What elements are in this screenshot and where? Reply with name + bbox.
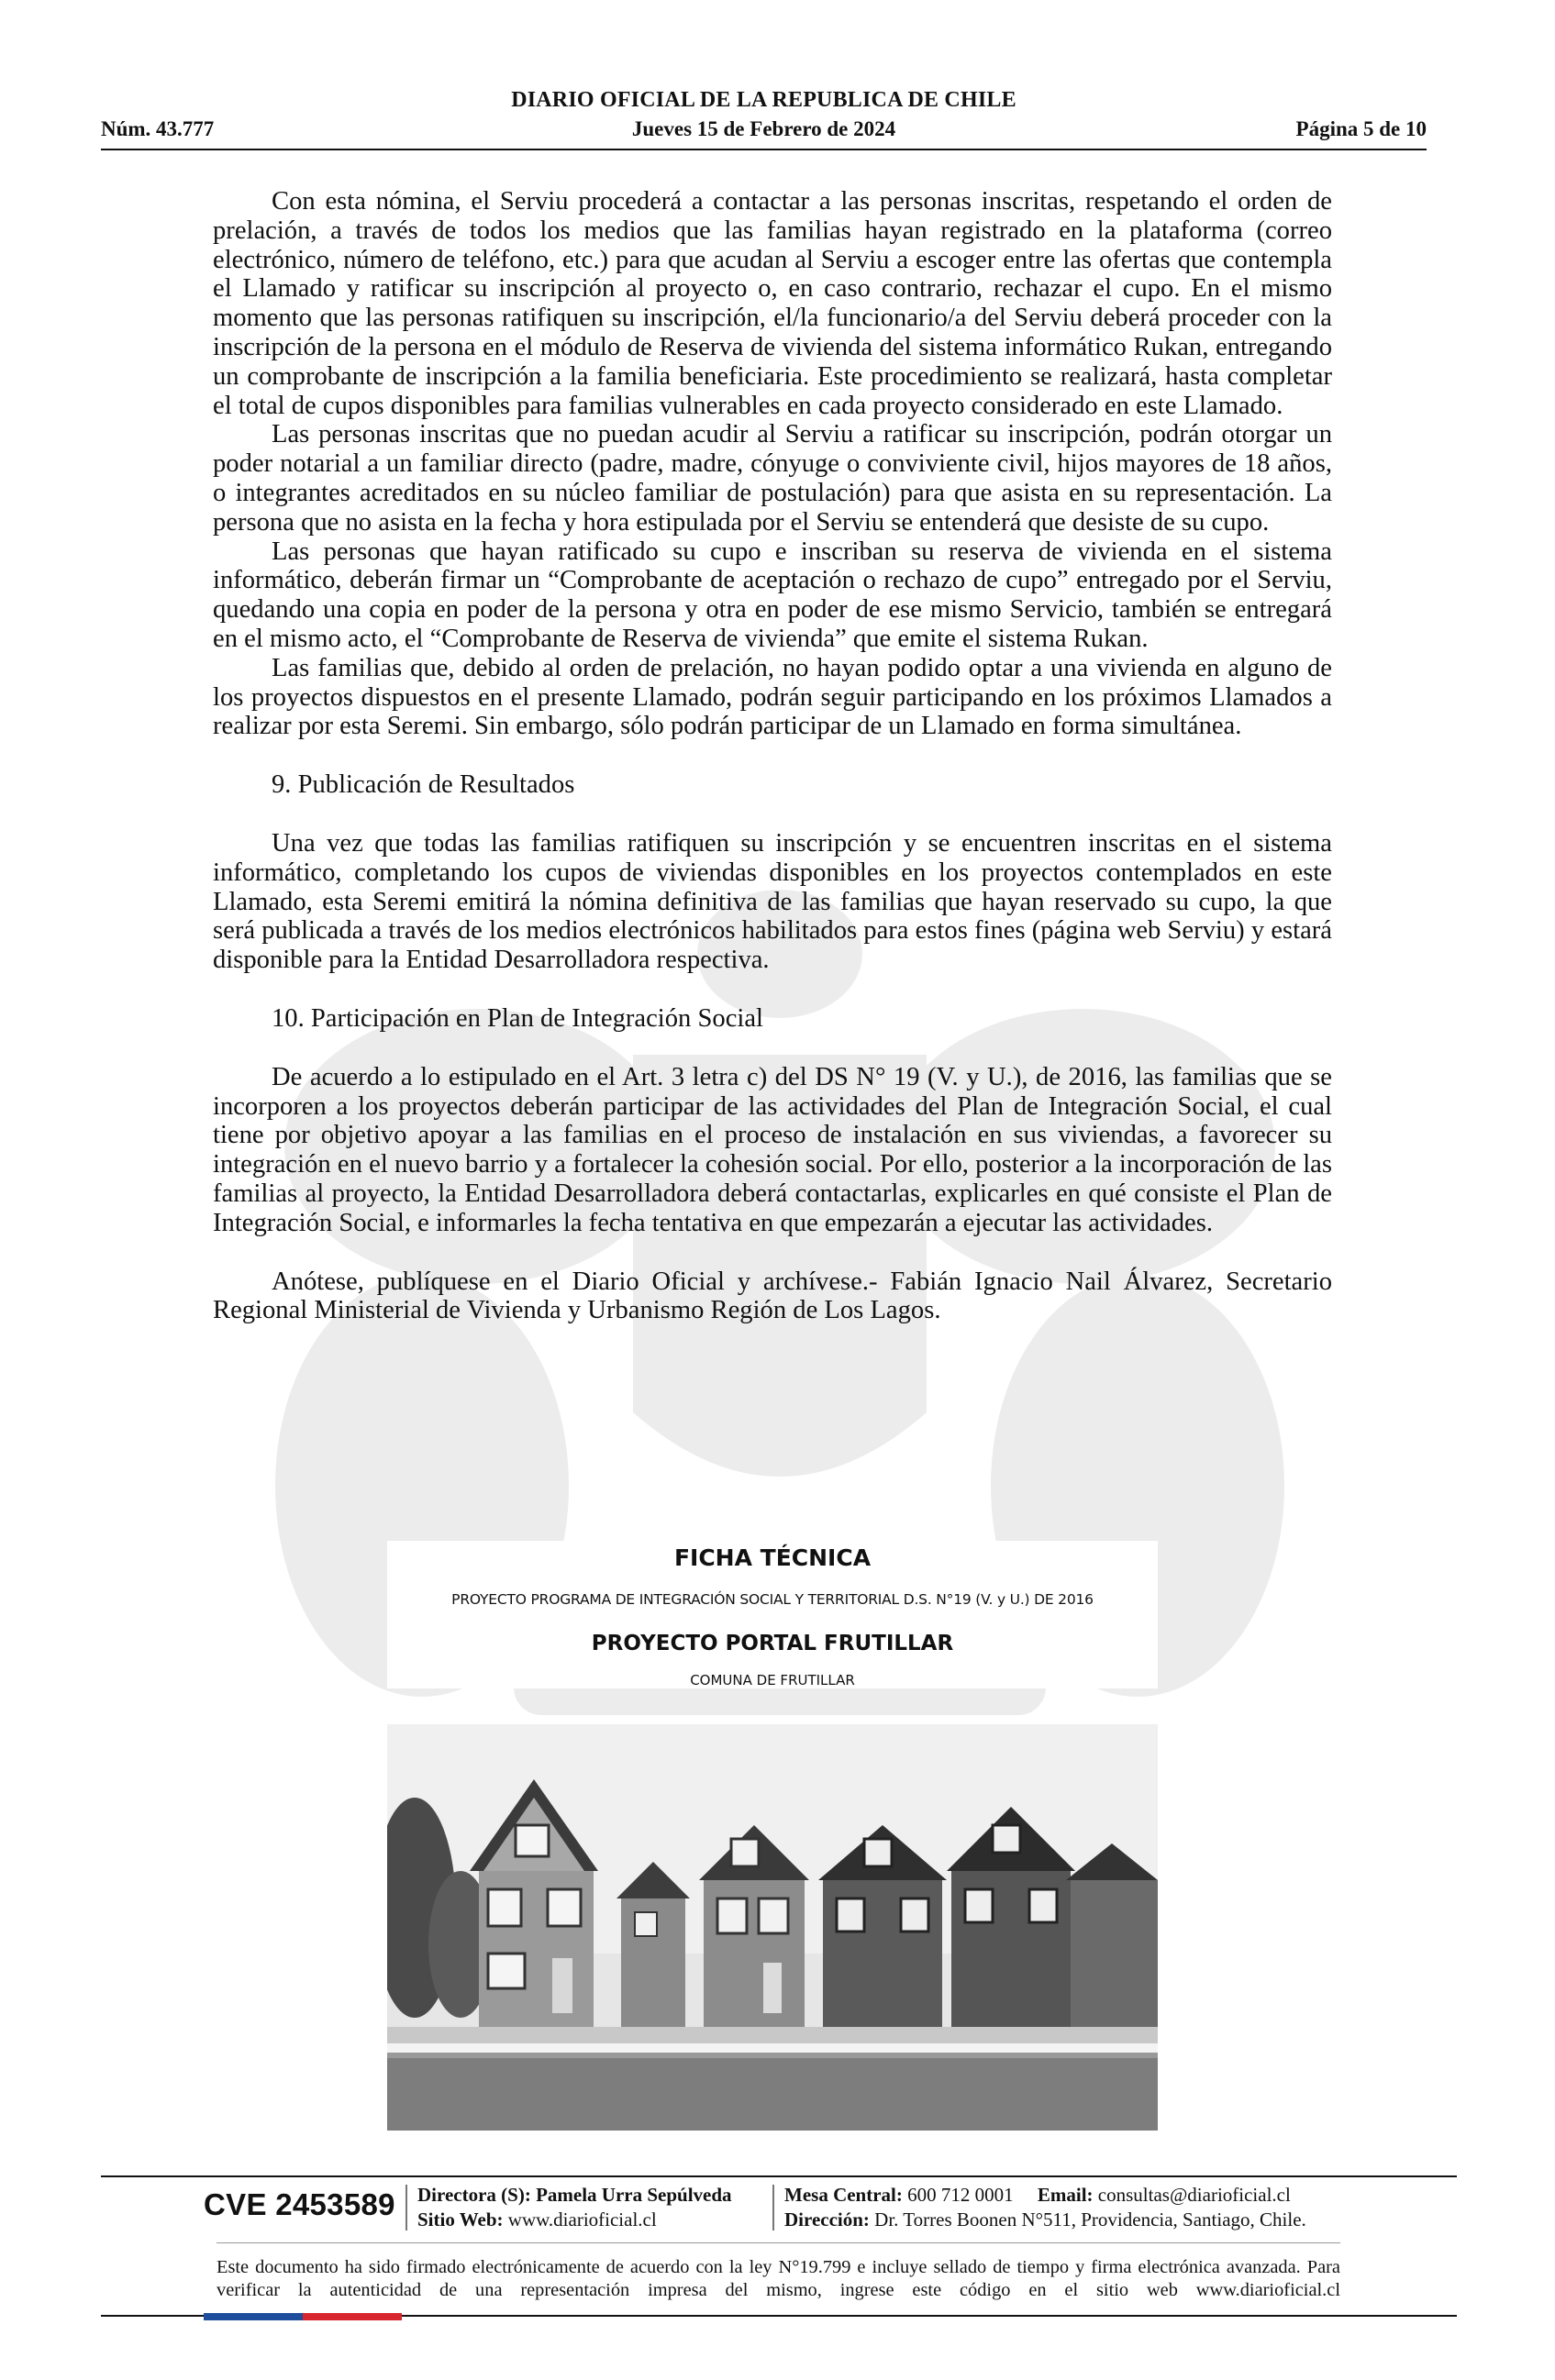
- header-rule: [101, 149, 1427, 150]
- cve-code: CVE 2453589: [204, 2187, 395, 2221]
- paragraph-results: Una vez que todas las familias ratifiquen su inscripción y se encuentren inscritas en el sistema informático, completando los cupos de viviendas disponibles en los proyectos contemplados en este Llamado, esta Seremi emitirá la nómina definitiva de las familias que hayan reservado su cupo, la que será publicada a través de los medios electrónicos habilitados para estos fines (página web Serviu) y estará disponible para la Entidad Desarrolladora respectiva.: [213, 828, 1332, 975]
- chile-flag-stripe: [204, 2313, 402, 2320]
- footer-contact-left: [417, 2183, 732, 2232]
- website-value: www.diarioficial.cl: [507, 2208, 657, 2231]
- footer-rule-top: [101, 2175, 1457, 2177]
- website-label: Sitio Web:: [417, 2208, 504, 2231]
- page-indicator: Página 5 de 10: [1295, 117, 1427, 140]
- paragraph-notarial-power: Las personas inscritas que no puedan acudir al Serviu a ratificar su inscripción, podrán otorgar un poder notarial a un familiar directo (padre, madre, cónyuge o conviviente civil, hijos mayores de 18 años, o integrantes acreditados en su núcleo familiar de postulación) para que asista en su representación. La persona que no asista en la fecha y hora estipulada por el Serviu se entenderá que desiste de su cupo.: [213, 420, 1332, 537]
- paragraph-contact: Con esta nómina, el Serviu procederá a contactar a las personas inscritas, respetando el orden de prelación, a través de todos los medios que las familias hayan registrado en la plataforma (correo electrónico, número de teléfono, etc.) para que acudan al Serviu a escoger entre las ofertas que contempla el Llamado y ratificar su inscripción al proyecto o, en caso contrario, rechazar el cupo. En el mismo momento que las personas ratifiquen su inscripción, el/la funcionario/a del Serviu deberá proceder con la inscripción de la persona en el módulo de Reserva de vivienda del sistema informático Rukan, entregando un comprobante de inscripción a la familia beneficiaria. Este procedimiento se realizará, hasta completar el total de cupos disponibles para familias vulnerables en cada proyecto considerado en este Llamado.: [213, 187, 1332, 420]
- footer-rule-inner: [217, 2242, 1340, 2243]
- technical-sheet: [387, 1541, 1158, 1688]
- page-header: [101, 88, 1427, 152]
- newspaper-title: DIARIO OFICIAL DE LA REPUBLICA DE CHILE: [511, 88, 1016, 112]
- footer-separator: [405, 2185, 407, 2231]
- address-value: Dr. Torres Boonen N°511, Providencia, Santiago, Chile.: [874, 2208, 1306, 2231]
- paragraph-signature: Anótese, publíquese en el Diario Oficial y archívese.- Fabián Ignacio Nail Álvarez, Secretario Regional Ministerial de Vivienda y Urbanismo Región de Los Lagos.: [213, 1267, 1332, 1325]
- email-label: Email:: [1037, 2184, 1094, 2206]
- directora-label: Directora (S):: [417, 2184, 531, 2206]
- technical-sheet-title: FICHA TÉCNICA: [673, 1544, 872, 1571]
- email-value: consultas@diarioficial.cl: [1097, 2184, 1291, 2206]
- issue-number: Núm. 43.777: [101, 117, 215, 140]
- document-body: [213, 187, 1332, 1325]
- phone-label: Mesa Central:: [784, 2184, 903, 2206]
- program-subtitle: PROYECTO PROGRAMA DE INTEGRACIÓN SOCIAL Y TERRITORIAL D.S. N°19 (V. y U.) DE 2016: [451, 1591, 1094, 1608]
- issue-date: Jueves 15 de Febrero de 2024: [631, 117, 896, 140]
- flag-blue-segment: [204, 2313, 303, 2320]
- section-heading-9: 9. Publicación de Resultados: [272, 770, 575, 800]
- flag-red-segment: [303, 2313, 402, 2320]
- section-heading-10: 10. Participación en Plan de Integración Social: [272, 1003, 763, 1033]
- paragraph-integration-plan: De acuerdo a lo estipulado en el Art. 3 letra c) del DS N° 19 (V. y U.), de 2016, las familias que se incorporen a los proyectos deberán participar de las actividades del Plan de Integración Social, el cual tiene por objetivo apoyar a las familias en el proceso de instalación en sus viviendas, a favorecer su integración en el nuevo barrio y a fortalecer la cohesión social. Por ello, posterior a la incorporación de las familias al proyecto, la Entidad Desarrolladora deberá contactarlas, explicarles en qué consiste el Plan de Integración Social, e informarles la fecha tentativa en que empezarán a ejecutar las actividades.: [213, 1062, 1332, 1237]
- housing-project-photo: [387, 1724, 1158, 2131]
- directora-value: Pamela Urra Sepúlveda: [536, 2184, 732, 2206]
- paragraph-prelation: Las familias que, debido al orden de prelación, no hayan podido optar a una vivienda en alguno de los proyectos dispuestos en el presente Llamado, podrán seguir participando en los próximos Llamados a realizar por esta Seremi. Sin embargo, sólo podrán participar de un Llamado en forma simultánea.: [213, 653, 1332, 741]
- legal-notice: Este documento ha sido firmado electrónicamente de acuerdo con la ley N°19.799 e incluye sellado de tiempo y firma electrónica avanzada. Para verificar la autenticidad de una representación impresa del mismo, ingrese este código en el sitio web www.diarioficial.cl: [217, 2257, 1340, 2300]
- paragraph-ratified: Las personas que hayan ratificado su cupo e inscriban su reserva de vivienda en el sistema informático, deberán firmar un “Comprobante de aceptación o rechazo de cupo” entregado por el Serviu, quedando una copia en poder de la persona y otra en poder de ese mismo Servicio, también se entregará en el mismo acto, el “Comprobante de Reserva de vivienda” que emite el sistema Rukan.: [213, 537, 1332, 653]
- project-name: PROYECTO PORTAL FRUTILLAR: [591, 1632, 954, 1655]
- phone-value: 600 712 0001: [907, 2184, 1014, 2206]
- footer-contact-right: [784, 2183, 1306, 2232]
- commune-name: COMUNA DE FRUTILLAR: [690, 1672, 855, 1688]
- footer-separator: [772, 2185, 774, 2231]
- address-label: Dirección:: [784, 2208, 870, 2231]
